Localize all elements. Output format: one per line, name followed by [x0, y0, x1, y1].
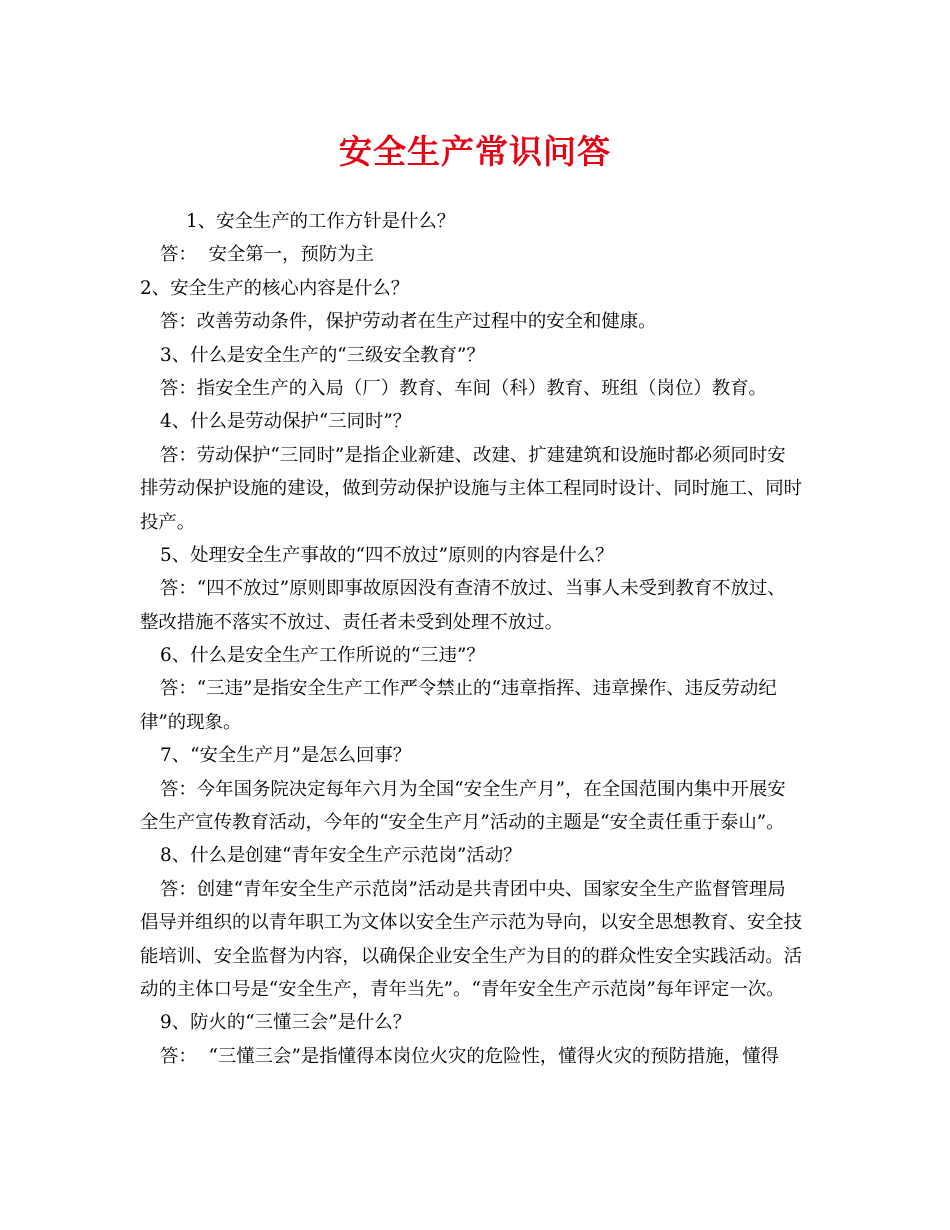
answer-4-line-1: 答：劳动保护“三同时”是指企业新建、改建、扩建建筑和设施时都必须同时安	[160, 444, 786, 466]
answer-9-line-1: 答： “三懂三会”是指懂得本岗位火灾的危险性，懂得火灾的预防措施，懂得	[160, 1045, 779, 1067]
answer-5-line-2: 整改措施不落实不放过、责任者未受到处理不放过。	[140, 611, 563, 633]
answer-8-line-2: 倡导并组织的以青年职工为文体以安全生产示范为导向，以安全思想教育、安全技	[140, 912, 803, 934]
question-2: 2、安全生产的核心内容是什么？	[140, 277, 410, 299]
question-4: 4、什么是劳动保护“三同时”？	[160, 411, 412, 433]
answer-2: 答：改善劳动条件，保护劳动者在生产过程中的安全和健康。	[160, 311, 657, 333]
answer-8-line-1: 答：创建“青年安全生产示范岗”活动是共青团中央、国家安全生产监督管理局	[160, 878, 786, 900]
question-3: 3、什么是安全生产的“三级安全教育”？	[160, 344, 485, 366]
answer-7-line-2: 全生产宣传教育活动，今年的“安全生产月”活动的主题是“安全责任重于泰山”。	[140, 812, 785, 834]
answer-7-line-1: 答：今年国务院决定每年六月为全国“安全生产月”，在全国范围内集中开展安	[160, 778, 786, 800]
question-9: 9、防火的“三懂三会”是什么？	[160, 1012, 412, 1034]
document-title: 安全生产常识问答	[339, 132, 611, 171]
answer-8-line-4: 动的主体口号是“安全生产，青年当先”。“青年安全生产示范岗”每年评定一次。	[140, 978, 785, 1000]
question-5: 5、处理安全生产事故的“四不放过”原则的内容是什么？	[160, 544, 614, 566]
answer-5-line-1: 答：“四不放过”原则即事故原因没有查清不放过、当事人未受到教育不放过、	[160, 578, 786, 600]
question-7: 7、“安全生产月”是怎么回事？	[160, 745, 412, 767]
answer-6-line-1: 答：“三违”是指安全生产工作严令禁止的“违章指挥、违章操作、违反劳动纪	[160, 678, 777, 700]
question-1: 1、安全生产的工作方针是什么？	[186, 211, 456, 232]
answer-8-line-3: 能培训、安全监督为内容，以确保企业安全生产为目的的群众性安全实践活动。活	[140, 945, 803, 967]
answer-1: 答： 安全第一，预防为主	[160, 244, 374, 266]
question-8: 8、什么是创建“青年安全生产示范岗”活动？	[160, 845, 522, 867]
answer-3: 答：指安全生产的入局（厂）教育、车间（科）教育、班组（岗位）教育。	[160, 377, 767, 399]
document-body	[140, 205, 820, 1073]
answer-4-line-3: 投产。	[140, 511, 196, 533]
question-6: 6、什么是安全生产工作所说的“三违”？	[160, 645, 485, 667]
answer-4-line-2: 排劳动保护设施的建设，做到劳动保护设施与主体工程同时设计、同时施工、同时	[140, 478, 803, 500]
answer-6-line-2: 律”的现象。	[140, 711, 242, 733]
